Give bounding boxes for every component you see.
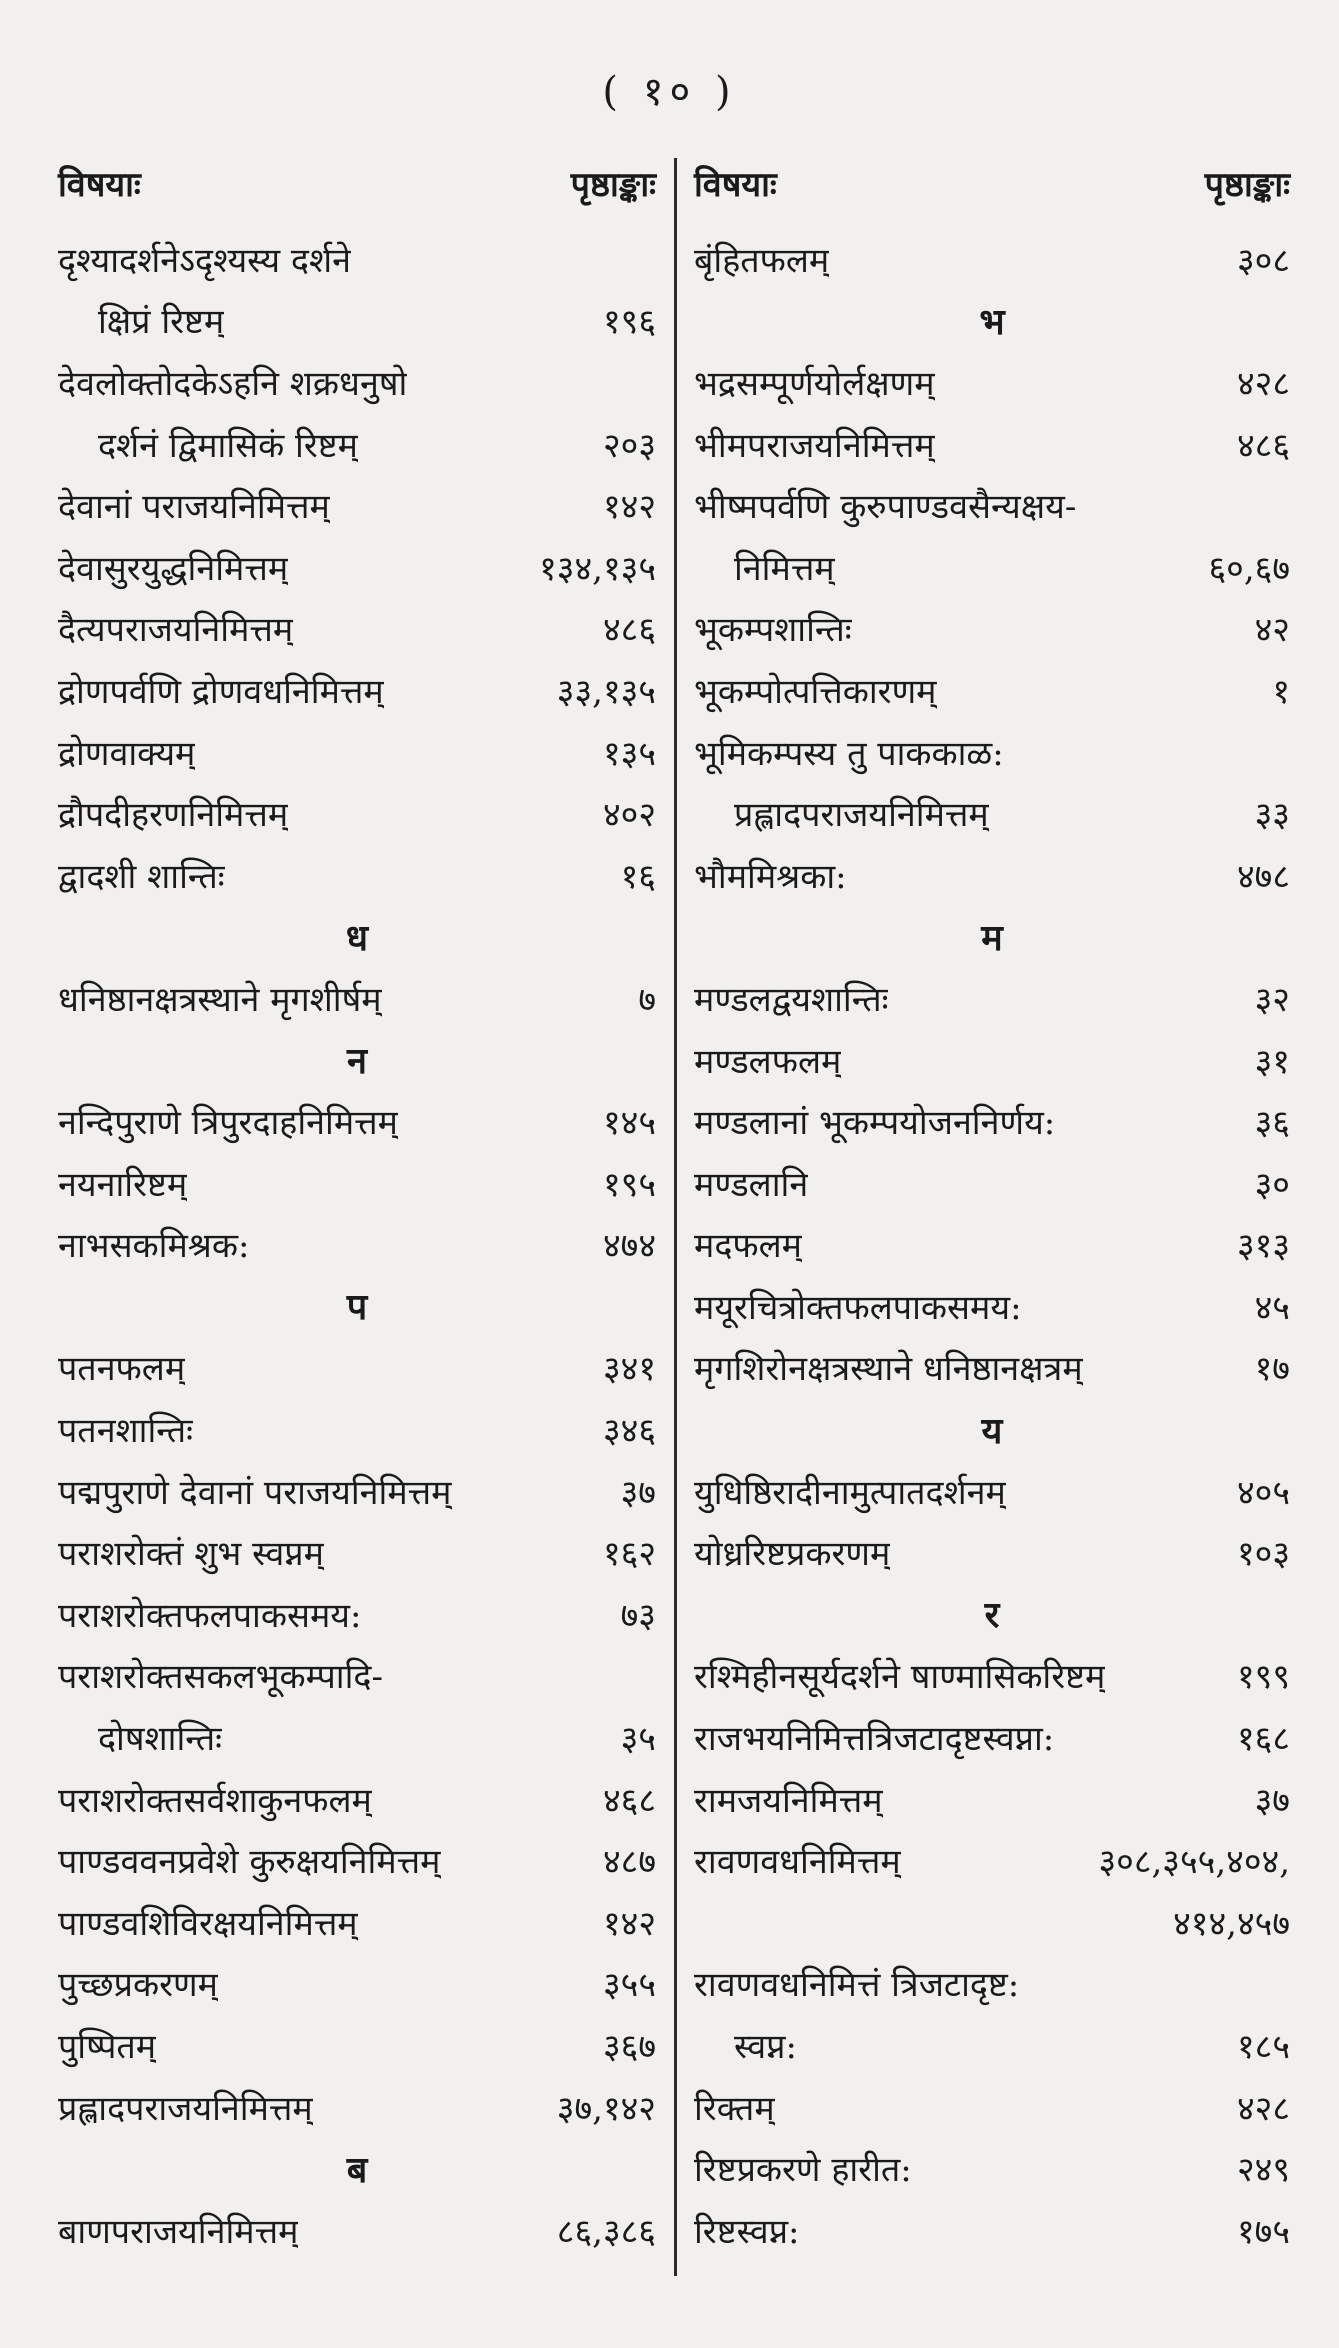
entry-subject: दर्शनं द्विमासिकं रिष्टम् [98,425,358,466]
entry-subject: भद्रसम्पूर्णयोर्लक्षणम् [694,363,935,404]
index-entry [694,536,1290,598]
entry-subject: बृंहितफलम् [694,240,830,281]
index-entry [694,413,1290,475]
entry-page-numbers: ३१ [1254,1041,1290,1082]
entry-page-numbers: १६२ [602,1534,656,1575]
entry-subject: द्रोणपर्वणि द्रोणवधनिमित्तम् [58,671,384,712]
index-entry [58,1214,656,1276]
entry-subject: भीमपराजयनिमित्तम् [694,425,935,466]
entry-page-numbers: १७५ [1236,2211,1290,2252]
index-entry [58,598,656,660]
entry-subject: निमित्तम् [734,548,835,589]
entry-page-numbers: ४२८ [1236,2088,1290,2129]
left-entries [58,228,656,2261]
entry-subject: नाभसकमिश्रक: [58,1226,250,1267]
entry-subject: पाण्डवशिविरक्षयनिमित्तम् [58,1903,358,1944]
entry-subject: रामजयनिमित्तम् [694,1780,883,1821]
index-entry [694,1275,1290,1337]
index-entry [58,1768,656,1830]
entry-page-numbers: १३४,१३५ [539,548,656,589]
entry-subject: भीष्मपर्वणि कुरुपाण्डवसैन्यक्षय- [694,487,1077,528]
index-entry [694,782,1290,844]
entry-page-numbers: ४७४ [602,1226,656,1267]
entry-subject: धनिष्ठानक्षत्रस्थाने मृगशीर्षम् [58,979,382,1020]
index-entry [58,228,656,290]
index-entry [694,2137,1290,2199]
entry-page-numbers: ३०८ [1236,240,1290,281]
index-entry [58,413,656,475]
subject-header: विषयाः [58,165,141,205]
entry-page-numbers: ३६७ [602,2027,656,2068]
entry-page-numbers: ४०२ [602,795,656,836]
index-entry [58,2076,656,2138]
index-entry [694,844,1290,906]
entry-page-numbers: २४९ [1236,2150,1290,2191]
entry-page-numbers: १९९ [1236,1657,1290,1698]
index-entry [694,659,1290,721]
entry-subject: मण्डलानां भूकम्पयोजननिर्णय: [694,1103,1056,1144]
index-entry [58,1891,656,1953]
entry-subject: मण्डलानि [694,1164,809,1205]
entry-subject: योध्ररिष्टप्रकरणम् [694,1534,891,1575]
section-letter: र [984,1594,1000,1637]
index-entry [58,1645,656,1707]
index-entry [694,1829,1290,1891]
index-entry [694,1152,1290,1214]
entry-page-numbers: ४६८ [602,1780,656,1821]
entry-page-numbers: १४२ [602,1903,656,1944]
left-column-header [58,160,656,228]
index-entry [694,351,1290,413]
entry-page-numbers: १४२ [602,487,656,528]
index-entry [694,228,1290,290]
index-entry [694,1214,1290,1276]
index-entry [694,1706,1290,1768]
entry-page-numbers: १७ [1254,1349,1290,1390]
entry-subject: रश्मिहीनसूर्यदर्शने षाण्मासिकरिष्टम् [694,1657,1106,1698]
entry-page-numbers: ३०८,३५५,४०४, [1098,1842,1290,1883]
index-entry [58,1398,656,1460]
entry-page-numbers: ४२८ [1236,363,1290,404]
index-entry [694,2076,1290,2138]
index-entry [58,1706,656,1768]
index-entry [694,598,1290,660]
index-entry [694,2199,1290,2261]
index-entry [694,1521,1290,1583]
entry-subject: पतनफलम् [58,1349,186,1390]
page-header: पृष्ठाङ्काः [1204,165,1290,205]
entry-page-numbers: ३४१ [602,1349,656,1390]
index-entry [694,1645,1290,1707]
entry-page-numbers: ३० [1254,1164,1290,1205]
index-entry [694,1953,1290,2015]
index-entry [58,2199,656,2261]
entry-page-numbers: १६८ [1236,1719,1290,1760]
entry-page-numbers: ४८७ [602,1842,656,1883]
entry-page-numbers: ३२ [1254,979,1290,1020]
entry-page-numbers: ७३ [620,1595,656,1636]
entry-page-numbers: ३७ [620,1472,656,1513]
entry-subject: रिष्टस्वप्न: [694,2211,800,2252]
entry-subject: राजभयनिमित्तत्रिजटादृष्टस्वप्ना: [694,1719,1055,1760]
entry-subject: प्रह्लादपराजयनिमित्तम् [734,795,989,836]
entry-subject: क्षिप्रं रिष्टम् [98,302,225,343]
index-entry [58,1583,656,1645]
column-divider [674,158,677,2276]
entry-page-numbers: ३६ [1254,1103,1290,1144]
section-letter: ध [345,916,369,959]
entry-subject: मण्डलफलम् [694,1041,842,1082]
entry-subject: मदफलम् [694,1226,802,1267]
entry-subject: पराशरोक्तसर्वशाकुनफलम् [58,1780,372,1821]
entry-subject: भूमिकम्पस्य तु पाककाळ: [694,733,1004,774]
entry-page-numbers: ४७८ [1236,856,1290,897]
section-letter: य [981,1409,1003,1452]
entry-page-numbers: ३३,१३५ [556,671,656,712]
entry-page-numbers: १९६ [602,302,656,343]
index-entry [58,290,656,352]
entry-subject: देवानां पराजयनिमित्तम् [58,487,330,528]
right-column-header [694,160,1290,228]
entry-page-numbers: ४२ [1254,610,1290,651]
index-entry [694,1768,1290,1830]
entry-subject: युधिष्ठिरादीनामुत्पातदर्शनम् [694,1472,1006,1513]
index-entry [694,721,1290,783]
left-column [58,160,656,2261]
entry-subject: पराशरोक्तसकलभूकम्पादि- [58,1657,383,1698]
entry-page-numbers: ३५ [620,1719,656,1760]
entry-subject: पाण्डववनप्रवेशे कुरुक्षयनिमित्तम् [58,1842,441,1883]
entry-subject: द्रोणवाक्यम् [58,733,196,774]
index-entry [58,2014,656,2076]
index-entry [58,659,656,721]
entry-subject: मण्डलद्वयशान्तिः [694,979,889,1020]
entry-subject: पुष्पितम् [58,2027,157,2068]
entry-subject: पराशरोक्तफलपाकसमय: [58,1595,362,1636]
index-entry [58,721,656,783]
index-entry [58,1521,656,1583]
section-letter: म [981,916,1003,959]
entry-subject: रिक्तम् [694,2088,775,2129]
entry-subject: पराशरोक्तं शुभ स्वप्नम् [58,1534,324,1575]
entry-subject: बाणपराजयनिमित्तम् [58,2211,299,2252]
index-entry [58,474,656,536]
entry-page-numbers: ३१३ [1236,1226,1290,1267]
entry-page-numbers: ४८६ [1236,425,1290,466]
entry-subject: रावणवधनिमित्तम् [694,1842,901,1883]
entry-subject: मृगशिरोनक्षत्रस्थाने धनिष्ठानक्षत्रम् [694,1349,1083,1390]
entry-subject: रावणवधनिमित्तं त्रिजटादृष्ट: [694,1965,1020,2006]
entry-page-numbers: ३४६ [602,1411,656,1452]
index-entry [58,351,656,413]
index-entry [694,1460,1290,1522]
entry-page-numbers: १०३ [1236,1534,1290,1575]
index-entry [58,1829,656,1891]
right-column [694,160,1290,2261]
entry-page-numbers: २०३ [602,425,656,466]
right-entries [694,228,1290,2261]
entry-page-numbers: ३७,१४२ [556,2088,656,2129]
index-entry [58,536,656,598]
entry-subject: भूकम्पशान्तिः [694,610,852,651]
entry-subject: दैत्यपराजयनिमित्तम् [58,610,294,651]
index-entry [58,844,656,906]
section-letter: प [346,1286,368,1329]
entry-page-numbers: ३५५ [602,1965,656,2006]
index-entry [58,967,656,1029]
index-entry [58,1337,656,1399]
section-letter: ब [346,2148,368,2191]
entry-page-numbers: ४५ [1254,1287,1290,1328]
entry-page-numbers: ४१४,४५७ [1173,1903,1290,1944]
entry-subject: दोषशान्तिः [98,1719,222,1760]
index-entry [694,1891,1290,1953]
index-entry [58,1152,656,1214]
entry-page-numbers: ४८६ [602,610,656,651]
section-letter: न [347,1040,367,1083]
entry-subject: दृश्यादर्शनेऽदृश्यस्य दर्शने [58,240,351,281]
entry-page-numbers: ३३ [1254,795,1290,836]
index-entry [694,1337,1290,1399]
entry-page-numbers: १ [1272,671,1290,712]
entry-page-numbers: ७ [638,979,656,1020]
entry-page-numbers: ८६,३८६ [556,2211,656,2252]
entry-subject: पुच्छप्रकरणम् [58,1965,218,2006]
entry-page-numbers: ६०,६७ [1208,548,1290,589]
entry-subject: पतनशान्तिः [58,1411,194,1452]
entry-page-numbers: १९५ [602,1164,656,1205]
entry-subject: मयूरचित्रोक्तफलपाकसमय: [694,1287,1022,1328]
entry-subject: नन्दिपुराणे त्रिपुरदाहनिमित्तम् [58,1103,398,1144]
index-entry [58,782,656,844]
entry-subject: पद्मपुराणे देवानां पराजयनिमित्तम् [58,1472,452,1513]
entry-subject: द्वादशी शान्तिः [58,856,225,897]
entry-page-numbers: ३७ [1254,1780,1290,1821]
index-entry [58,1953,656,2015]
index-entry [58,1460,656,1522]
entry-page-numbers: १४५ [602,1103,656,1144]
entry-subject: द्रौपदीहरणनिमित्तम् [58,795,289,836]
entry-page-numbers: १६ [620,856,656,897]
index-entry [694,1029,1290,1091]
entry-subject: नयनारिष्टम् [58,1164,188,1205]
entry-subject: भौममिश्रका: [694,856,847,897]
index-entry [58,1090,656,1152]
entry-page-numbers: ४०५ [1236,1472,1290,1513]
entry-page-numbers: १८५ [1236,2027,1290,2068]
entry-subject: रिष्टप्रकरणे हारीत: [694,2150,912,2191]
entry-page-numbers: १३५ [602,733,656,774]
entry-subject: देवलोक्तोदकेऽहनि शक्रधनुषो [58,363,408,404]
entry-subject: भूकम्पोत्पत्तिकारणम् [694,671,937,712]
page-number: ( १० ) [602,69,737,115]
section-letter: भ [979,300,1005,343]
index-entry [694,474,1290,536]
entry-subject: प्रह्लादपराजयनिमित्तम् [58,2088,313,2129]
page-header: पृष्ठाङ्काः [570,165,656,205]
index-entry [694,2014,1290,2076]
index-entry [694,1090,1290,1152]
entry-subject: देवासुरयुद्धनिमित्तम् [58,548,289,589]
entry-subject: स्वप्न: [734,2027,797,2068]
index-entry [694,967,1290,1029]
subject-header: विषयाः [694,165,777,205]
